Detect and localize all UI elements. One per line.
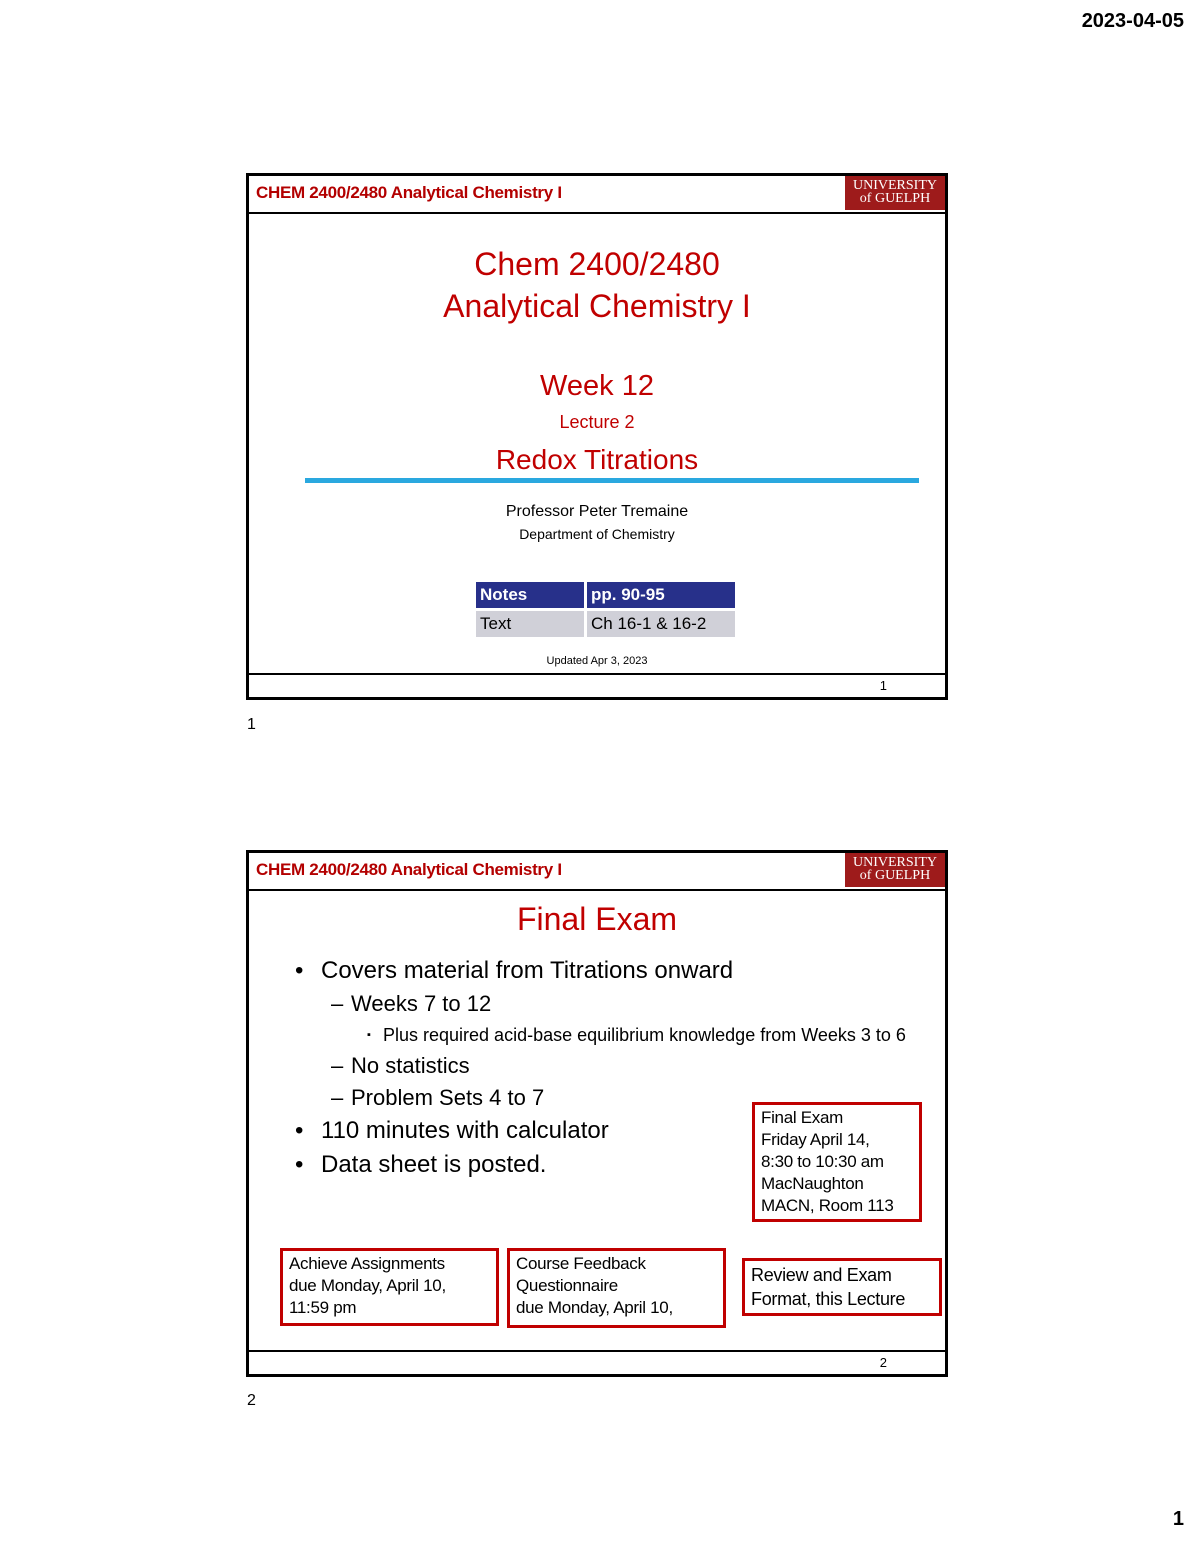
slide-footer [249,1350,945,1374]
course-code: Chem 2400/2480 [474,246,720,282]
logo-line2: of GUELPH [859,191,931,206]
final-exam-box [752,1102,922,1222]
department-name: Department of Chemistry [519,526,675,542]
box-line: Review and Exam [751,1265,892,1285]
box-line: due Monday, April 10, [289,1276,446,1295]
topic-title: Redox Titrations [495,444,699,475]
bullet-item: • Covers material from Titrations onward [295,957,923,985]
box-line: Achieve Assignments [289,1254,445,1273]
achieve-assignments-box [280,1248,499,1326]
bullet-item: • 110 minutes with calculator [295,1117,923,1145]
header-title: CHEM 2400/2480 Analytical Chemistry I [256,183,562,202]
box-line: Questionnaire [516,1276,618,1295]
slide-2 [246,850,948,1377]
page-number: 1 [1172,1508,1184,1530]
logo-line1: UNIVERSITY [853,178,937,193]
professor-name: Professor Peter Tremaine [505,503,689,520]
updated-date: Updated Apr 3, 2023 [546,655,648,667]
slide-1 [246,173,948,700]
page-date: 2023-04-05 [1081,10,1184,32]
university-logo [845,176,945,210]
slide-header [249,853,945,891]
sub-sub-bullet-item: ▪ Plus required acid-base equilibrium knowledge from Weeks 3 to 6 [367,1023,923,1047]
university-logo [845,853,945,887]
table-row [476,611,735,637]
box-line: MacNaughton [761,1174,864,1193]
slide-number: 1 [879,678,887,693]
table-row [476,582,735,608]
slide-footer [249,673,945,697]
box-line: 11:59 pm [289,1298,357,1317]
slide-caption: 1 [247,716,256,733]
sub-bullet-item: – No statistics [331,1053,923,1079]
box-line: Final Exam [761,1108,844,1127]
sub-bullet-item: – Weeks 7 to 12 [331,991,923,1017]
course-feedback-box [507,1248,726,1328]
logo-line2: of GUELPH [859,868,931,883]
box-line: Format, this Lecture [751,1289,906,1309]
box-line: due Monday, April 10, [516,1298,673,1317]
box-line: 8:30 to 10:30 am [761,1152,884,1171]
table-cell: Text [476,611,584,637]
table-cell: pp. 90-95 [587,582,735,608]
sub-bullet-item: – Problem Sets 4 to 7 [331,1085,923,1111]
bullet-item: • Data sheet is posted. [295,1151,923,1179]
readings-table [473,579,738,640]
slide-number: 2 [879,1355,887,1370]
header-title: CHEM 2400/2480 Analytical Chemistry I [256,860,562,879]
review-exam-box [742,1258,942,1316]
box-line: MACN, Room 113 [761,1196,894,1215]
slide-title: Final Exam [516,901,678,937]
course-name: Analytical Chemistry I [443,288,751,324]
table-cell: Notes [476,582,584,608]
logo-line1: UNIVERSITY [853,855,937,870]
lecture-label: Lecture 2 [559,412,635,432]
week-label: Week 12 [540,370,654,402]
box-line: Course Feedback [516,1254,646,1273]
box-line: Friday April 14, [761,1130,870,1149]
slide-caption: 2 [247,1392,256,1409]
table-cell: Ch 16-1 & 16-2 [587,611,735,637]
divider-rule [305,478,919,483]
slide-header [249,176,945,214]
